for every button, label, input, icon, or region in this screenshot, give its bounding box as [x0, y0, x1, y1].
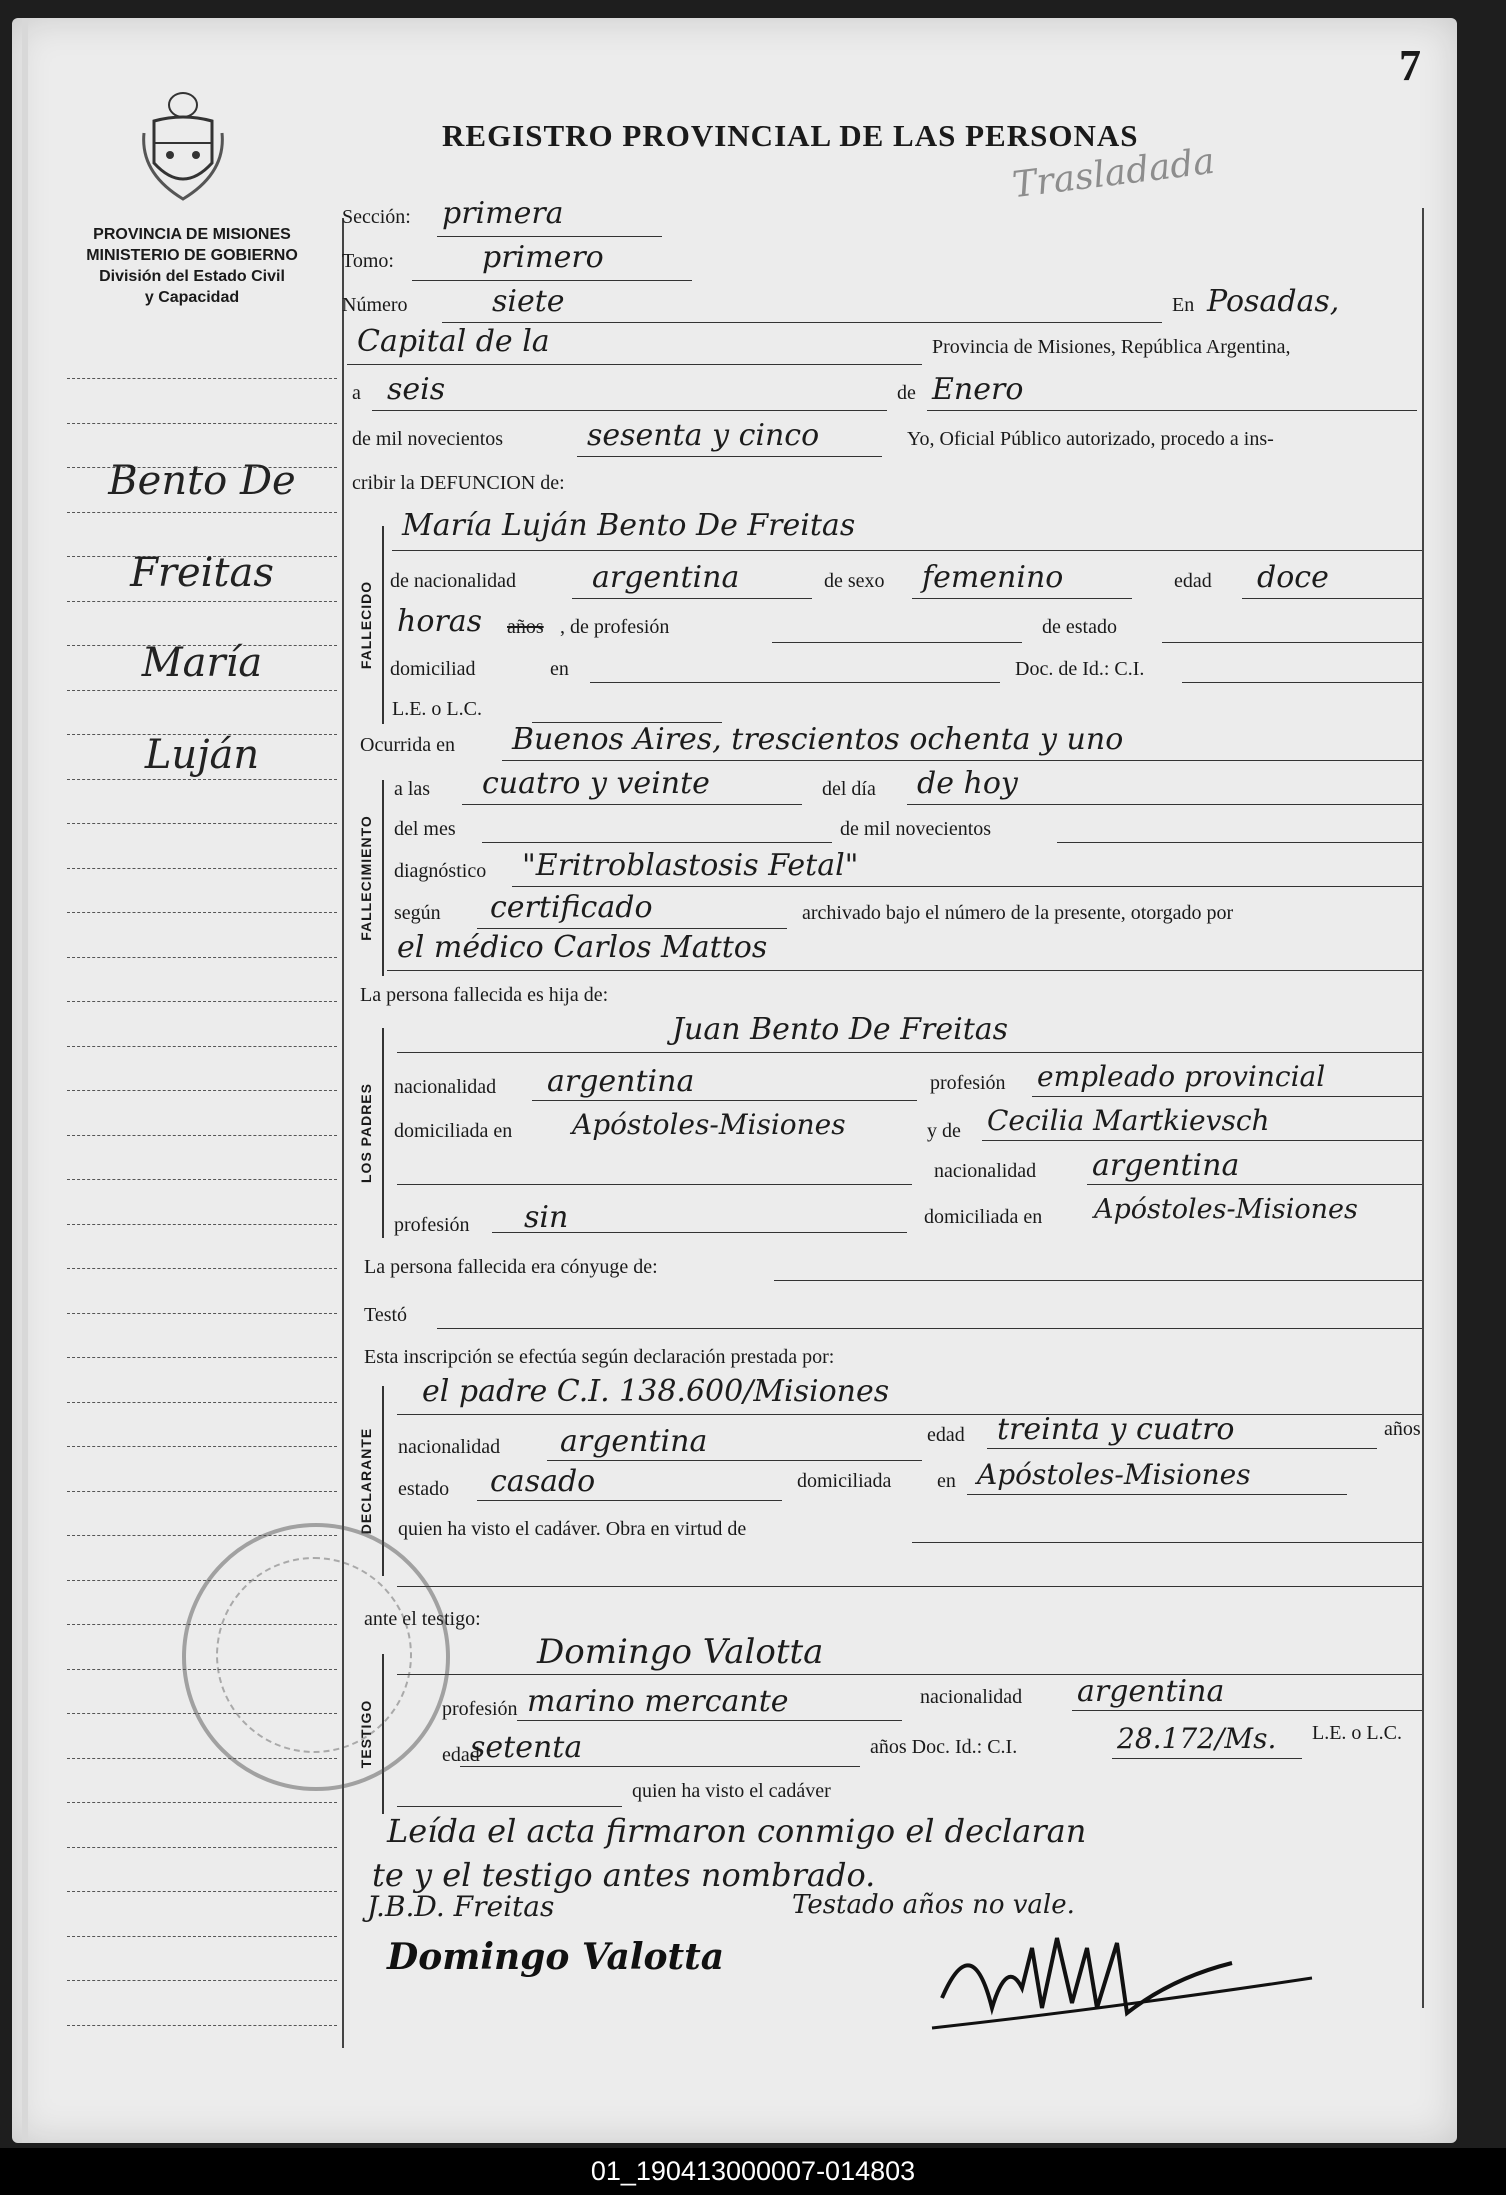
section-testigo-label: TESTIGO: [358, 1699, 375, 1769]
margin-ruled-line: [67, 1090, 337, 1091]
margin-ruled-line: [67, 1980, 337, 1981]
line-decl-edad: [987, 1448, 1377, 1449]
note-line-3: J.B.D. Freitas: [367, 1890, 555, 1923]
image-identifier: 01_190413000007-014803: [0, 2148, 1506, 2195]
ministry-line-4: y Capacidad: [144, 289, 240, 306]
section-padres-label: LOS PADRES: [358, 1083, 375, 1183]
margin-ruled-line: [67, 868, 337, 869]
label-edad: edad: [1174, 570, 1212, 592]
line-madre-extra: [397, 1184, 912, 1185]
margin-ruled-line: [67, 1135, 337, 1136]
label-ocurrida: Ocurrida en: [360, 734, 455, 756]
document-page: [12, 18, 1457, 2143]
line-lugar: [347, 364, 922, 365]
value-numero: siete: [492, 284, 565, 319]
margin-ruled-line: [67, 1224, 337, 1225]
label-crossed-anos: años: [507, 616, 544, 638]
value-edad: doce: [1257, 560, 1329, 595]
label-numero: Número: [342, 294, 408, 316]
label-archivado: archivado bajo el número de la presente, otorgado por: [802, 902, 1234, 924]
value-sexo: femenino: [922, 560, 1064, 595]
label-en-2: en: [550, 658, 569, 680]
section-fallecido-label: FALLECIDO: [358, 580, 374, 670]
label-del-dia: del día: [822, 778, 876, 800]
value-declarante: el padre C.I. 138.600/Misiones: [422, 1374, 890, 1409]
line-test-edad: [460, 1766, 860, 1767]
line-test-ci: [1112, 1758, 1302, 1759]
value-test-edad: setenta: [470, 1730, 583, 1765]
label-anos-doc: años Doc. Id.: C.I.: [870, 1736, 1018, 1758]
margin-ruled-line: [67, 423, 337, 424]
section-fallecido: [352, 526, 392, 724]
value-madre: Cecilia Martkievsch: [987, 1104, 1270, 1137]
label-doc-id: Doc. de Id.: C.I.: [1015, 658, 1145, 680]
line-decl-dom: [967, 1494, 1347, 1495]
line-segun: [477, 928, 787, 929]
line-diagnostico: [512, 886, 1422, 887]
margin-ruled-line: [67, 690, 337, 691]
label-de: de: [897, 382, 916, 404]
label-estado-decl: estado: [398, 1478, 450, 1500]
label-quien-cadaver-2: quien ha visto el cadáver: [632, 1780, 831, 1802]
margin-ruled-line: [67, 1001, 337, 1002]
label-de-estado: de estado: [1042, 616, 1117, 638]
line-anio: [577, 456, 882, 457]
label-hija-de: La persona fallecida es hija de:: [360, 984, 609, 1006]
line-profesion: [772, 642, 1022, 643]
label-nacionalidad-madre: nacionalidad: [934, 1160, 1037, 1182]
margin-ruled-line: [67, 601, 337, 602]
label-profesion-madre: profesión: [394, 1214, 470, 1236]
label-edad-testigo: edad: [442, 1744, 480, 1766]
margin-ruled-line: [67, 957, 337, 958]
margin-ruled-line: [67, 1847, 337, 1848]
label-profesion-testigo: profesión: [442, 1698, 518, 1720]
ministry-line-3: División del Estado Civil: [99, 268, 285, 285]
value-decl-nac: argentina: [560, 1424, 708, 1459]
line-tomo: [412, 280, 692, 281]
line-testo: [437, 1328, 1422, 1329]
value-test-prof: marino mercante: [527, 1684, 789, 1719]
line-obra-2: [397, 1586, 1422, 1587]
label-y-de: y de: [927, 1120, 961, 1142]
value-hora: cuatro y veinte: [482, 766, 710, 801]
value-madre-nac: argentina: [1092, 1148, 1240, 1183]
margin-ruled-line: [67, 1179, 337, 1180]
label-de-mil-2: de mil novecientos: [840, 818, 992, 840]
value-seccion: primera: [442, 196, 564, 231]
line-mes: [927, 410, 1417, 411]
label-domiciliada-decl: domiciliada: [797, 1470, 892, 1492]
ministry-line-2: MINISTERIO DE GOBIERNO: [86, 247, 298, 264]
margin-ruled-line: [67, 512, 337, 513]
line-declarante: [397, 1414, 1422, 1415]
label-cribir: cribir la DEFUNCION de:: [352, 472, 565, 494]
line-nombre: [392, 550, 1422, 551]
line-madre-prof: [492, 1232, 907, 1233]
margin-ruled-line: [67, 378, 337, 379]
label-en-decl: en: [937, 1470, 956, 1492]
label-provincia: Provincia de Misiones, República Argentina,: [932, 336, 1291, 358]
label-nacionalidad: de nacionalidad: [390, 570, 517, 592]
value-dia: seis: [387, 372, 446, 407]
page-edge: [22, 18, 28, 2143]
value-lugar: Posadas,: [1207, 284, 1340, 319]
value-dia-muerte: de hoy: [917, 766, 1018, 801]
coat-of-arms-icon: [140, 83, 226, 203]
margin-given-name-1: María: [141, 640, 263, 686]
label-seccion: Sección:: [342, 206, 411, 228]
margin-ruled-line: [67, 1491, 337, 1492]
line-test-prof: [517, 1720, 902, 1721]
value-nombre: María Luján Bento De Freitas: [402, 508, 856, 543]
label-de-profesion: , de profesión: [560, 616, 670, 638]
label-domiciliada-madre: domiciliada en: [924, 1206, 1043, 1228]
margin-surname-2: Freitas: [130, 550, 274, 596]
line-ocurrida: [502, 760, 1422, 761]
label-a-las: a las: [394, 778, 431, 800]
label-yo-oficial: Yo, Oficial Público autorizado, procedo a ins-: [907, 428, 1274, 450]
section-declarante-label: DECLARANTE: [358, 1427, 375, 1535]
label-segun: según: [394, 902, 441, 924]
label-ante-testigo: ante el testigo:: [364, 1608, 481, 1630]
line-dia: [372, 410, 887, 411]
line-numero: [442, 322, 1162, 323]
margin-ruled-line: [67, 1268, 337, 1269]
value-decl-edad: treinta y cuatro: [997, 1412, 1235, 1447]
label-domiciliad: domiciliad: [390, 658, 476, 680]
label-nacionalidad-decl: nacionalidad: [398, 1436, 501, 1458]
note-line-1: Leída el acta firmaron conmigo el declaran: [387, 1812, 1087, 1850]
line-mes-muerte: [482, 842, 832, 843]
value-decl-estado: casado: [490, 1464, 596, 1499]
line-conyuge: [774, 1280, 1422, 1281]
value-padre: Juan Bento De Freitas: [672, 1012, 1009, 1047]
line-decl-nac: [547, 1460, 922, 1461]
label-del-mes: del mes: [394, 818, 456, 840]
page-number: 7: [1399, 41, 1421, 90]
line-madre-nac: [1087, 1184, 1422, 1185]
value-padre-nac: argentina: [547, 1064, 695, 1099]
line-dia-muerte: [907, 804, 1422, 805]
value-edad-unidad: horas: [397, 604, 483, 639]
margin-ruled-line: [67, 823, 337, 824]
line-estado: [1162, 642, 1422, 643]
label-quien-cadaver: quien ha visto el cadáver. Obra en virtud de: [398, 1518, 747, 1540]
note-line-4: Testado años no vale.: [792, 1890, 1075, 1920]
line-madre: [982, 1140, 1422, 1141]
label-tomo: Tomo:: [342, 250, 394, 272]
label-sexo: de sexo: [824, 570, 885, 592]
margin-ruled-line: [67, 1402, 337, 1403]
value-anio: sesenta y cinco: [587, 418, 820, 453]
value-lugar-2: Capital de la: [357, 324, 550, 359]
margin-ruled-line: [67, 1313, 337, 1314]
line-testigo: [397, 1674, 1422, 1675]
label-edad-decl: edad: [927, 1424, 965, 1446]
value-madre-prof: sin: [524, 1200, 569, 1235]
value-decl-dom: Apóstoles-Misiones: [977, 1458, 1251, 1491]
ministry-line-1: PROVINCIA DE MISIONES: [93, 226, 291, 243]
line-edad: [1242, 598, 1422, 599]
line-cadaver-testigo: [397, 1806, 622, 1807]
value-padre-prof: empleado provincial: [1037, 1060, 1326, 1093]
section-padres: [352, 1028, 392, 1238]
margin-ruled-line: [67, 2025, 337, 2026]
label-de-mil: de mil novecientos: [352, 428, 504, 450]
line-padre-prof: [1032, 1096, 1422, 1097]
value-madre-dom: Apóstoles-Misiones: [1094, 1194, 1358, 1225]
note-line-2: te y el testigo antes nombrado.: [372, 1856, 876, 1894]
margin-ruled-line: [67, 1046, 337, 1047]
label-diagnostico: diagnóstico: [394, 860, 487, 882]
line-padre: [397, 1052, 1422, 1053]
line-domicilio: [590, 682, 1000, 683]
label-nacionalidad-testigo: nacionalidad: [920, 1686, 1023, 1708]
form-right-border: [1422, 208, 1424, 2008]
margin-surname-1: Bento De: [108, 458, 296, 504]
margin-ruled-line: [67, 912, 337, 913]
value-padre-dom: Apóstoles-Misiones: [572, 1108, 846, 1141]
label-conyuge: La persona fallecida era cónyuge de:: [364, 1256, 658, 1278]
line-test-nac: [1072, 1710, 1422, 1711]
margin-ruled-line: [67, 779, 337, 780]
value-medico: el médico Carlos Mattos: [397, 930, 768, 965]
line-sexo: [912, 598, 1132, 599]
signature-official: [912, 1918, 1332, 2048]
label-anos-decl: años: [1384, 1418, 1421, 1440]
line-padre-nac: [532, 1100, 917, 1101]
transfer-stamp: Trasladada: [1010, 140, 1217, 207]
label-domiciliada-padre: domiciliada en: [394, 1120, 513, 1142]
section-fallecimiento-label: FALLECIMIENTO: [358, 815, 374, 941]
label-le-lc: L.E. o L.C.: [392, 698, 482, 720]
margin-given-name-2: Luján: [144, 732, 260, 778]
label-testo: Testó: [364, 1304, 408, 1326]
margin-ruled-line: [67, 1936, 337, 1937]
section-fallecimiento: [352, 780, 392, 976]
value-test-nac: argentina: [1077, 1674, 1225, 1709]
margin-ruled-line: [67, 1802, 337, 1803]
line-decl-estado: [477, 1500, 782, 1501]
label-a: a: [352, 382, 361, 404]
margin-ruled-line: [67, 1357, 337, 1358]
line-doc-id: [1182, 682, 1422, 683]
value-test-ci: 28.172/Ms.: [1117, 1722, 1277, 1755]
line-nacionalidad: [572, 598, 812, 599]
value-testigo: Domingo Valotta: [537, 1632, 824, 1672]
value-tomo: primero: [482, 240, 604, 275]
value-segun: certificado: [490, 890, 653, 925]
line-seccion: [437, 236, 662, 237]
value-mes: Enero: [932, 372, 1024, 407]
page-title: REGISTRO PROVINCIAL DE LAS PERSONAS: [442, 118, 1139, 153]
value-diagnostico: "Eritroblastosis Fetal": [522, 848, 859, 883]
label-nacionalidad-padre: nacionalidad: [394, 1076, 497, 1098]
label-profesion-padre: profesión: [930, 1072, 1006, 1094]
line-anio-muerte: [1057, 842, 1422, 843]
value-nacionalidad: argentina: [592, 560, 740, 595]
label-en: En: [1172, 294, 1195, 316]
ministry-header: [52, 224, 332, 308]
official-seal: [182, 1523, 450, 1791]
margin-ruled-line: [67, 1891, 337, 1892]
line-medico: [387, 970, 1422, 971]
line-obra: [912, 1542, 1422, 1543]
label-le-lc-testigo: L.E. o L.C.: [1312, 1722, 1402, 1744]
signature-witness: Domingo Valotta: [387, 1936, 725, 1978]
value-ocurrida: Buenos Aires, trescientos ochenta y uno: [512, 722, 1124, 757]
margin-ruled-line: [67, 1446, 337, 1447]
label-declaracion: Esta inscripción se efectúa según declaración prestada por:: [364, 1346, 835, 1368]
line-hora: [462, 804, 802, 805]
